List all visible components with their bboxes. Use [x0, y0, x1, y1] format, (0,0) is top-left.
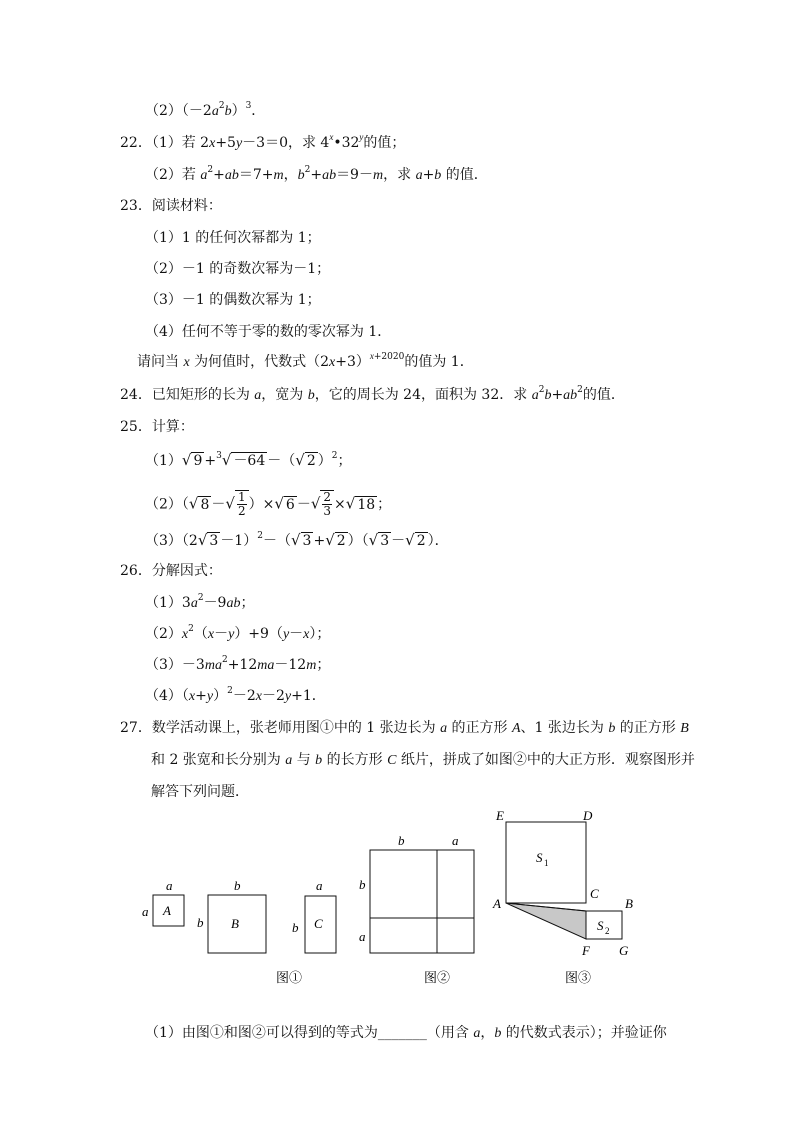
q23-question: 请问当 x 为何值时，代数式$(2x+3)^{x+2020}$的值为 1． [137, 351, 474, 370]
fig1-C-inner-label: C [314, 916, 323, 931]
q26-item-2: $(2)x^2(x-y)+9(y-x)$； [145, 624, 331, 642]
fig1-C-left-label: b [292, 920, 299, 935]
q22-part2: （2）若 $a^2+ab=7+m$，$b^2+ab=9-m$，求 a+b 的值． [145, 165, 488, 183]
q23-title: 23．阅读材料： [120, 198, 222, 214]
q23-item-3: （3）－1 的偶数次幂为 1； [145, 292, 321, 308]
label-S2: S [597, 918, 604, 933]
q27-line1: 27．数学活动课上，张老师用图①中的 1 张边长为 a 的正方形 A、1 张边长为 b 的正方形 B [120, 720, 689, 736]
big-square [370, 850, 474, 953]
label-D: D [583, 808, 593, 823]
label-C: C [590, 886, 599, 901]
fig1-A-inner-label: A [163, 903, 171, 918]
q25-item-2: （2）（√ 8 －√ $\frac{1}{2}$ ）×√ 6 －√ $\frac{2}{3}$ ×√ 18 ； [145, 490, 392, 518]
q26-item-3: $(3)-3ma^2+12ma-12m$； [145, 655, 331, 673]
q25-item-1: （1）√ 9 +$^3$√ －64 －（√ 2 ）$^2$； [145, 451, 352, 469]
q26-title: 26．分解因式： [120, 563, 222, 579]
fig1-C-top-label: a [316, 878, 323, 893]
fig1-B-left-label: b [197, 915, 204, 930]
caption-fig2: 图② [424, 970, 451, 985]
label-S1-sub: 1 [544, 858, 549, 868]
label-S1: S [536, 850, 543, 865]
label-G: G [619, 943, 629, 958]
q26-item-4: $(4)(x+y)^2-2x-2y+1$． [145, 686, 326, 704]
label-A: A [493, 896, 501, 911]
caption-fig1: 图① [276, 970, 303, 985]
square-S2 [586, 911, 622, 939]
q25-item-3: （3）（2√ 3 －1）$^2$－（√ 3 +√ 2 ）（√ 3 －√ 2 ）． [145, 531, 449, 549]
q27-figure [130, 805, 650, 990]
shaded-triangle [506, 903, 586, 939]
q25-title: 25．计算： [120, 419, 194, 435]
q22-title: 22．（1）若 2x+5y－3＝0，求 4$^x$•32$^y$的值； [120, 132, 406, 151]
q23-item-1: （1）1 的任何次幂都为 1； [145, 230, 321, 246]
q24-text: 24．已知矩形的长为 a，宽为 b，它的周长为 24，面积为 32．求 $a^2b+ab^2$的值． [120, 385, 625, 403]
fig2-left-a: a [359, 929, 366, 944]
label-E: E [496, 808, 504, 823]
q23-item-2: （2）－1 的奇数次幂为－1； [145, 261, 331, 277]
caption-fig3: 图③ [565, 970, 592, 985]
label-B: B [625, 896, 633, 911]
q21-part2: $(2)(-2a^2b)^3$． [145, 101, 266, 119]
fig1-B-inner-label: B [231, 916, 239, 931]
fig2-left-b: b [359, 877, 366, 892]
label-F: F [582, 943, 590, 958]
fig1-A-left-label: a [142, 904, 149, 919]
q27-sub1: （1）由图①和图②可以得到的等式为_______（用含 a，b 的代数式表示）；并验证你 [145, 1025, 667, 1041]
fig1-A-top-label: a [166, 878, 173, 893]
q27-line2: 和 2 张宽和长分别为 a 与 b 的长方形 C 纸片，拼成了如图②中的大正方形．观察图形并 [151, 752, 695, 768]
q23-item-4: （4）任何不等于零的数的零次幂为 1． [145, 324, 392, 340]
q27-line3: 解答下列问题． [151, 784, 249, 800]
fig2-top-a: a [452, 833, 459, 848]
fig1-B-top-label: b [234, 878, 241, 893]
q26-item-1: $(1)3a^2-9ab$； [145, 593, 255, 611]
fig2-top-b: b [398, 833, 405, 848]
label-S2-sub: 2 [605, 926, 610, 936]
